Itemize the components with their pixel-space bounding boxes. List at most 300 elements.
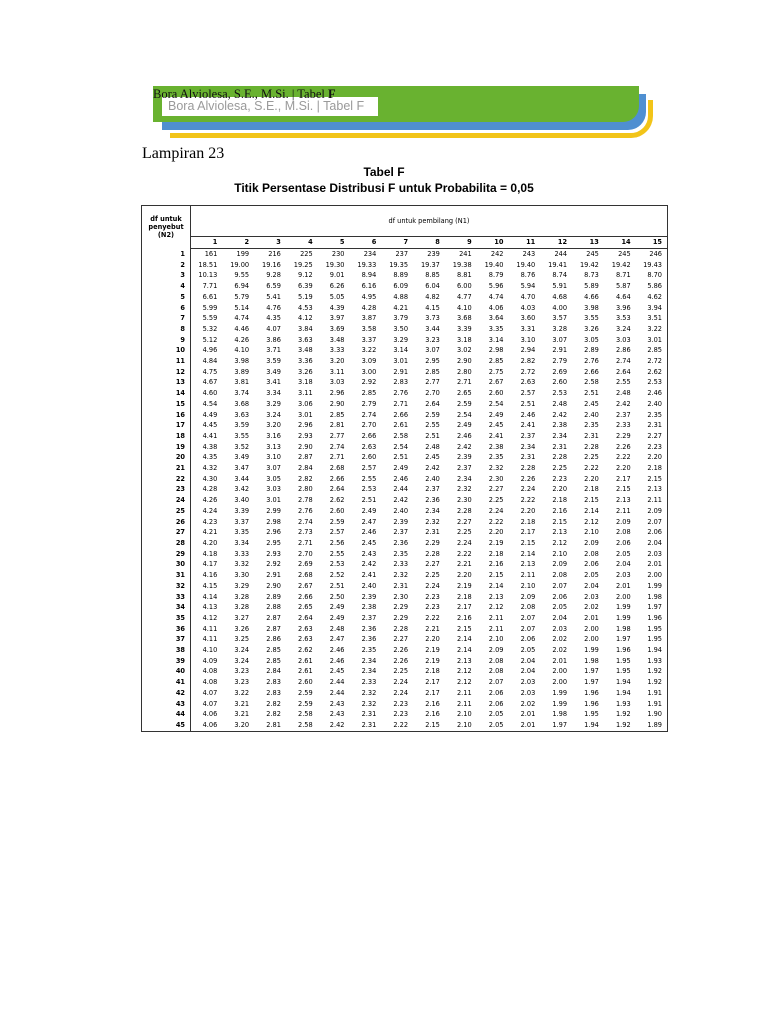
table-cell: 2.44 bbox=[393, 485, 409, 494]
table-cell: 2.25 bbox=[584, 453, 599, 462]
table-cell: 2.10 bbox=[456, 720, 472, 729]
row-header-df: 17 bbox=[142, 420, 191, 431]
table-cell: 2.74 bbox=[615, 357, 631, 366]
table-cell: 2.90 bbox=[266, 581, 281, 590]
table-cell: 2.76 bbox=[298, 506, 313, 515]
table-cell: 3.60 bbox=[520, 314, 536, 323]
table-cell: 2.35 bbox=[488, 453, 504, 462]
table-cell: 2.14 bbox=[520, 549, 536, 558]
table-cell: 19.38 bbox=[452, 260, 472, 269]
table-cell: 2.58 bbox=[298, 720, 313, 729]
table-cell: 2.93 bbox=[298, 431, 313, 440]
table-cell: 2.24 bbox=[393, 678, 409, 687]
table-cell: 3.87 bbox=[361, 314, 377, 323]
table-cell: 3.49 bbox=[266, 367, 281, 376]
table-cell: 4.12 bbox=[202, 613, 218, 622]
table-cell: 8.74 bbox=[552, 271, 568, 280]
column-header: 11 bbox=[508, 237, 540, 249]
table-cell: 1.92 bbox=[615, 720, 631, 729]
table-cell: 2.15 bbox=[456, 624, 472, 633]
column-header-row bbox=[142, 237, 668, 249]
table-row bbox=[142, 367, 668, 378]
table-cell: 3.96 bbox=[615, 303, 631, 312]
table-cell: 2.58 bbox=[393, 431, 409, 440]
table-cell: 3.26 bbox=[298, 367, 313, 376]
table-cell: 2.38 bbox=[552, 421, 568, 430]
table-cell: 2.01 bbox=[615, 581, 631, 590]
table-cell: 5.05 bbox=[329, 292, 345, 301]
table-cell: 2.28 bbox=[520, 464, 536, 473]
table-cell: 2.49 bbox=[329, 603, 345, 612]
table-cell: 1.96 bbox=[584, 688, 599, 697]
table-cell: 2.79 bbox=[361, 399, 377, 408]
table-cell: 3.20 bbox=[266, 421, 281, 430]
table-cell: 3.49 bbox=[234, 453, 250, 462]
table-cell: 2.65 bbox=[298, 603, 313, 612]
table-cell: 3.18 bbox=[298, 378, 313, 387]
table-cell: 2.39 bbox=[361, 592, 377, 601]
table-cell: 3.63 bbox=[298, 335, 313, 344]
table-cell: 4.53 bbox=[298, 303, 313, 312]
table-cell: 2.51 bbox=[584, 389, 599, 398]
table-cell: 2.24 bbox=[520, 485, 536, 494]
table-cell: 4.21 bbox=[202, 528, 218, 537]
table-cell: 4.08 bbox=[202, 678, 218, 687]
table-cell: 2.40 bbox=[584, 410, 599, 419]
table-cell: 1.96 bbox=[647, 613, 662, 622]
table-cell: 4.06 bbox=[202, 720, 218, 729]
row-header-df: 25 bbox=[142, 506, 191, 517]
table-cell: 2.36 bbox=[393, 538, 409, 547]
table-cell: 2.95 bbox=[266, 538, 281, 547]
table-cell: 2.20 bbox=[615, 464, 631, 473]
table-row bbox=[142, 538, 668, 549]
table-cell: 3.23 bbox=[425, 335, 440, 344]
table-cell: 2.42 bbox=[552, 410, 568, 419]
table-cell: 2.67 bbox=[488, 378, 504, 387]
table-cell: 2.91 bbox=[393, 367, 409, 376]
table-cell: 2.85 bbox=[329, 410, 345, 419]
table-cell: 4.03 bbox=[520, 303, 536, 312]
row-header-df: 31 bbox=[142, 570, 191, 581]
table-cell: 2.41 bbox=[488, 431, 504, 440]
table-title: Tabel F bbox=[363, 165, 405, 179]
table-cell: 3.05 bbox=[266, 474, 281, 483]
table-cell: 1.97 bbox=[552, 720, 568, 729]
header-text bbox=[153, 87, 336, 102]
table-cell: 1.92 bbox=[647, 678, 662, 687]
table-cell: 4.76 bbox=[266, 303, 281, 312]
table-cell: 2.11 bbox=[456, 699, 472, 708]
row-header-df: 37 bbox=[142, 634, 191, 645]
table-cell: 2.34 bbox=[361, 667, 377, 676]
table-cell: 1.95 bbox=[647, 624, 662, 633]
table-cell: 3.64 bbox=[488, 314, 504, 323]
table-cell: 3.42 bbox=[234, 485, 250, 494]
table-cell: 2.07 bbox=[647, 517, 662, 526]
header-ghost-text: Bora Alviolesa, S.E., M.Si. | Tabel F bbox=[162, 97, 378, 116]
table-cell: 2.37 bbox=[615, 410, 631, 419]
table-cell: 2.26 bbox=[520, 474, 536, 483]
table-cell: 2.51 bbox=[329, 581, 345, 590]
table-cell: 3.69 bbox=[329, 324, 345, 333]
table-cell: 2.56 bbox=[329, 538, 345, 547]
table-cell: 2.48 bbox=[615, 389, 631, 398]
table-cell: 8.79 bbox=[488, 271, 504, 280]
table-cell: 2.31 bbox=[361, 710, 377, 719]
table-cell: 2.34 bbox=[456, 474, 472, 483]
table-cell: 1.97 bbox=[615, 635, 631, 644]
table-cell: 4.60 bbox=[202, 389, 218, 398]
table-cell: 5.87 bbox=[615, 282, 631, 291]
table-cell: 2.49 bbox=[488, 410, 504, 419]
table-cell: 4.70 bbox=[520, 292, 536, 301]
table-cell: 2.32 bbox=[361, 699, 377, 708]
table-row bbox=[142, 709, 668, 720]
table-cell: 3.03 bbox=[615, 335, 631, 344]
table-cell: 3.26 bbox=[234, 624, 250, 633]
table-cell: 2.16 bbox=[456, 613, 472, 622]
table-cell: 2.34 bbox=[552, 431, 568, 440]
table-cell: 3.23 bbox=[234, 678, 250, 687]
table-cell: 4.10 bbox=[234, 346, 250, 355]
table-cell: 3.24 bbox=[234, 656, 250, 665]
table-cell: 1.99 bbox=[647, 581, 662, 590]
table-cell: 3.44 bbox=[234, 474, 250, 483]
table-cell: 2.45 bbox=[425, 453, 440, 462]
table-cell: 3.20 bbox=[329, 357, 345, 366]
table-cell: 2.18 bbox=[488, 549, 504, 558]
table-cell: 5.32 bbox=[202, 324, 218, 333]
table-cell: 2.13 bbox=[615, 496, 631, 505]
table-cell: 1.96 bbox=[584, 699, 599, 708]
table-cell: 2.04 bbox=[552, 613, 568, 622]
table-cell: 6.39 bbox=[298, 282, 313, 291]
table-cell: 2.17 bbox=[425, 688, 440, 697]
table-cell: 2.49 bbox=[393, 464, 409, 473]
column-header: 7 bbox=[381, 237, 413, 249]
table-cell: 2.55 bbox=[425, 421, 440, 430]
table-cell: 4.06 bbox=[488, 303, 504, 312]
table-cell: 2.28 bbox=[393, 624, 409, 633]
table-cell: 2.48 bbox=[425, 442, 440, 451]
table-cell: 2.66 bbox=[298, 592, 313, 601]
table-cell: 2.87 bbox=[266, 613, 281, 622]
table-cell: 2.26 bbox=[615, 442, 631, 451]
table-cell: 2.33 bbox=[361, 678, 377, 687]
table-cell: 2.99 bbox=[266, 506, 281, 515]
table-cell: 2.77 bbox=[329, 431, 345, 440]
table-cell: 2.32 bbox=[425, 517, 440, 526]
table-cell: 2.28 bbox=[456, 506, 472, 515]
table-cell: 234 bbox=[363, 250, 377, 258]
table-cell: 2.44 bbox=[329, 688, 345, 697]
table-cell: 2.61 bbox=[298, 667, 313, 676]
table-cell: 3.53 bbox=[615, 314, 631, 323]
column-header: 14 bbox=[604, 237, 636, 249]
table-cell: 2.08 bbox=[488, 656, 504, 665]
row-header-df: 22 bbox=[142, 474, 191, 485]
table-cell: 4.11 bbox=[202, 624, 218, 633]
table-cell: 1.90 bbox=[647, 710, 662, 719]
table-cell: 3.47 bbox=[234, 464, 250, 473]
table-cell: 3.07 bbox=[425, 346, 440, 355]
table-row bbox=[142, 602, 668, 613]
table-cell: 6.09 bbox=[393, 282, 409, 291]
table-cell: 2.12 bbox=[456, 678, 472, 687]
table-cell: 2.12 bbox=[584, 517, 599, 526]
table-cell: 3.23 bbox=[234, 667, 250, 676]
table-cell: 2.22 bbox=[488, 517, 504, 526]
table-cell: 4.96 bbox=[202, 346, 218, 355]
table-cell: 2.24 bbox=[456, 538, 472, 547]
table-cell: 2.25 bbox=[425, 571, 440, 580]
table-cell: 3.41 bbox=[266, 378, 281, 387]
table-cell: 3.22 bbox=[361, 346, 377, 355]
table-cell: 2.86 bbox=[266, 635, 281, 644]
row-header-df: 5 bbox=[142, 292, 191, 303]
table-cell: 2.35 bbox=[393, 549, 409, 558]
table-cell: 2.13 bbox=[456, 656, 472, 665]
table-cell: 2.59 bbox=[425, 410, 440, 419]
table-cell: 2.85 bbox=[266, 646, 281, 655]
table-cell: 2.07 bbox=[488, 678, 504, 687]
table-cell: 2.40 bbox=[647, 399, 662, 408]
row-header-df: 19 bbox=[142, 442, 191, 453]
table-cell: 3.68 bbox=[456, 314, 472, 323]
table-cell: 9.12 bbox=[298, 271, 313, 280]
table-cell: 2.45 bbox=[488, 421, 504, 430]
table-cell: 6.94 bbox=[234, 282, 250, 291]
table-cell: 2.23 bbox=[425, 603, 440, 612]
table-cell: 2.89 bbox=[584, 346, 599, 355]
table-cell: 2.43 bbox=[361, 549, 377, 558]
table-cell: 3.02 bbox=[456, 346, 472, 355]
table-cell: 1.94 bbox=[615, 678, 631, 687]
table-cell: 246 bbox=[649, 250, 662, 258]
table-cell: 2.37 bbox=[393, 528, 409, 537]
table-cell: 3.01 bbox=[266, 496, 281, 505]
table-cell: 2.38 bbox=[488, 442, 504, 451]
table-cell: 2.04 bbox=[647, 538, 662, 547]
table-cell: 2.82 bbox=[266, 710, 281, 719]
table-cell: 2.05 bbox=[552, 603, 568, 612]
table-cell: 2.20 bbox=[488, 528, 504, 537]
table-cell: 3.98 bbox=[234, 357, 250, 366]
table-cell: 4.23 bbox=[202, 517, 218, 526]
table-cell: 2.46 bbox=[520, 410, 536, 419]
table-cell: 3.26 bbox=[584, 324, 599, 333]
table-cell: 3.48 bbox=[329, 335, 345, 344]
table-cell: 4.07 bbox=[266, 324, 281, 333]
table-cell: 2.84 bbox=[298, 464, 313, 473]
table-cell: 2.15 bbox=[425, 720, 440, 729]
table-cell: 2.48 bbox=[552, 399, 568, 408]
table-cell: 2.12 bbox=[488, 603, 504, 612]
table-cell: 2.19 bbox=[488, 538, 504, 547]
table-cell: 4.35 bbox=[202, 453, 218, 462]
table-cell: 2.74 bbox=[329, 442, 345, 451]
table-row bbox=[142, 720, 668, 731]
table-row bbox=[142, 270, 668, 281]
table-cell: 1.95 bbox=[647, 635, 662, 644]
row-header-df: 7 bbox=[142, 313, 191, 324]
table-row bbox=[142, 410, 668, 421]
table-cell: 2.64 bbox=[615, 367, 631, 376]
column-header: 10 bbox=[477, 237, 509, 249]
table-cell: 2.64 bbox=[298, 613, 313, 622]
table-cell: 2.04 bbox=[520, 667, 536, 676]
table-cell: 2.15 bbox=[615, 485, 631, 494]
table-cell: 2.05 bbox=[488, 720, 504, 729]
table-cell: 2.02 bbox=[520, 699, 536, 708]
table-cell: 2.00 bbox=[584, 624, 599, 633]
table-cell: 2.37 bbox=[520, 431, 536, 440]
table-row bbox=[142, 335, 668, 346]
table-cell: 3.10 bbox=[266, 453, 281, 462]
table-cell: 8.94 bbox=[361, 271, 377, 280]
table-cell: 2.76 bbox=[584, 357, 599, 366]
table-cell: 2.17 bbox=[425, 678, 440, 687]
row-header-df: 33 bbox=[142, 592, 191, 603]
table-cell: 3.55 bbox=[234, 431, 250, 440]
table-cell: 2.29 bbox=[425, 538, 440, 547]
table-row bbox=[142, 581, 668, 592]
row-header-df: 9 bbox=[142, 335, 191, 346]
row-header-df: 21 bbox=[142, 463, 191, 474]
table-cell: 2.09 bbox=[488, 646, 504, 655]
table-cell: 2.31 bbox=[361, 720, 377, 729]
table-cell: 2.79 bbox=[552, 357, 568, 366]
table-cell: 5.94 bbox=[520, 282, 536, 291]
table-cell: 2.05 bbox=[615, 549, 631, 558]
table-row bbox=[142, 688, 668, 699]
table-cell: 4.08 bbox=[202, 667, 218, 676]
table-cell: 2.06 bbox=[584, 560, 599, 569]
table-cell: 4.28 bbox=[361, 303, 377, 312]
table-cell: 10.13 bbox=[198, 271, 218, 280]
table-cell: 2.53 bbox=[329, 560, 345, 569]
table-cell: 5.96 bbox=[488, 282, 504, 291]
table-cell: 2.24 bbox=[393, 688, 409, 697]
table-cell: 2.11 bbox=[456, 688, 472, 697]
table-cell: 19.35 bbox=[389, 260, 409, 269]
table-cell: 2.94 bbox=[520, 346, 536, 355]
row-header-df: 36 bbox=[142, 624, 191, 635]
table-cell: 4.74 bbox=[488, 292, 504, 301]
table-cell: 3.24 bbox=[266, 410, 281, 419]
table-cell: 5.41 bbox=[266, 292, 281, 301]
table-cell: 2.03 bbox=[647, 549, 662, 558]
column-header: 12 bbox=[540, 237, 572, 249]
table-cell: 2.18 bbox=[456, 592, 472, 601]
table-cell: 4.68 bbox=[552, 292, 568, 301]
table-cell: 3.55 bbox=[584, 314, 599, 323]
table-cell: 3.51 bbox=[647, 314, 662, 323]
table-cell: 5.86 bbox=[647, 282, 662, 291]
table-cell: 3.94 bbox=[647, 303, 662, 312]
table-cell: 3.34 bbox=[266, 389, 281, 398]
table-row bbox=[142, 399, 668, 410]
table-cell: 2.22 bbox=[584, 464, 599, 473]
table-cell: 2.49 bbox=[329, 613, 345, 622]
table-cell: 2.12 bbox=[456, 667, 472, 676]
table-cell: 2.09 bbox=[615, 517, 631, 526]
table-cell: 4.14 bbox=[202, 592, 218, 601]
table-cell: 3.37 bbox=[234, 517, 250, 526]
table-row bbox=[142, 592, 668, 603]
table-cell: 4.10 bbox=[202, 646, 218, 655]
table-cell: 2.31 bbox=[552, 442, 568, 451]
table-cell: 2.36 bbox=[425, 496, 440, 505]
table-cell: 2.72 bbox=[520, 367, 536, 376]
table-cell: 2.68 bbox=[298, 571, 313, 580]
table-cell: 2.98 bbox=[266, 517, 281, 526]
table-cell: 6.04 bbox=[425, 282, 440, 291]
table-cell: 2.34 bbox=[425, 506, 440, 515]
table-cell: 3.09 bbox=[361, 357, 377, 366]
table-cell: 2.20 bbox=[584, 474, 599, 483]
table-cell: 2.78 bbox=[298, 496, 313, 505]
table-cell: 2.00 bbox=[552, 667, 568, 676]
table-cell: 2.32 bbox=[488, 464, 504, 473]
table-cell: 2.13 bbox=[488, 592, 504, 601]
row-header-df: 11 bbox=[142, 356, 191, 367]
table-cell: 2.07 bbox=[520, 624, 536, 633]
table-cell: 1.94 bbox=[584, 720, 599, 729]
table-cell: 2.16 bbox=[488, 560, 504, 569]
table-cell: 2.02 bbox=[584, 603, 599, 612]
row-header-df: 35 bbox=[142, 613, 191, 624]
table-cell: 19.40 bbox=[484, 260, 504, 269]
table-cell: 2.18 bbox=[520, 517, 536, 526]
table-cell: 18.51 bbox=[198, 260, 218, 269]
table-cell: 2.46 bbox=[393, 474, 409, 483]
table-cell: 6.16 bbox=[361, 282, 377, 291]
table-cell: 1.89 bbox=[647, 720, 662, 729]
table-cell: 2.23 bbox=[393, 699, 409, 708]
table-cell: 2.42 bbox=[361, 560, 377, 569]
table-cell: 2.20 bbox=[552, 485, 568, 494]
table-cell: 7.71 bbox=[202, 282, 218, 291]
table-row bbox=[142, 442, 668, 453]
table-cell: 2.09 bbox=[584, 538, 599, 547]
table-row bbox=[142, 420, 668, 431]
table-cell: 2.55 bbox=[361, 474, 377, 483]
table-cell: 2.09 bbox=[647, 506, 662, 515]
table-cell: 2.88 bbox=[266, 603, 281, 612]
table-row bbox=[142, 677, 668, 688]
table-cell: 2.08 bbox=[615, 528, 631, 537]
table-cell: 2.22 bbox=[615, 453, 631, 462]
table-row bbox=[142, 292, 668, 303]
table-cell: 2.51 bbox=[520, 399, 536, 408]
table-cell: 2.00 bbox=[615, 592, 631, 601]
table-cell: 5.99 bbox=[202, 303, 218, 312]
table-cell: 2.46 bbox=[329, 646, 345, 655]
table-cell: 1.98 bbox=[584, 656, 599, 665]
table-cell: 2.92 bbox=[361, 378, 377, 387]
table-cell: 2.36 bbox=[361, 635, 377, 644]
table-cell: 2.80 bbox=[456, 367, 472, 376]
table-cell: 4.06 bbox=[202, 710, 218, 719]
table-cell: 2.20 bbox=[425, 635, 440, 644]
table-cell: 2.48 bbox=[329, 624, 345, 633]
table-cell: 4.82 bbox=[425, 292, 440, 301]
table-cell: 3.37 bbox=[361, 335, 377, 344]
row-header-df: 26 bbox=[142, 517, 191, 528]
table-cell: 2.86 bbox=[615, 346, 631, 355]
